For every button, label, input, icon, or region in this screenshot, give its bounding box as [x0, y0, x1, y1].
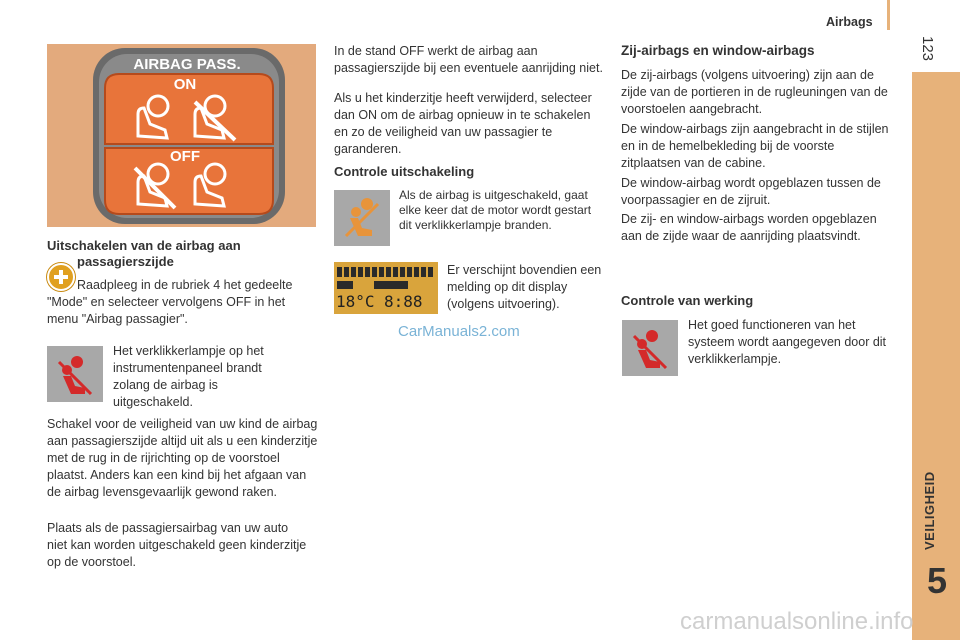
warning-text-1: Het verklikkerlampje op het instrumentenpaneel brandt zolang de airbag is uitgeschakeld. — [113, 344, 264, 409]
display-temperature: 18°C — [336, 292, 375, 311]
display-time: 8:88 — [384, 292, 423, 311]
side-window-inflate-paragraph: De zij- en window-airbags worden opgeblazen aan de zijde waar de aanrijding plaatsvindt. — [621, 212, 877, 243]
airbag-orange-warning-icon — [334, 190, 390, 246]
section-heading-side-airbags: Zij-airbags en window-airbags — [621, 43, 815, 58]
header-rule — [887, 0, 890, 30]
side-airbags-paragraph: De zij-airbags (volgens uitvoering) zijn aan de zijde van de portieren in de rugleuningen van de voorstoelen aangebracht. — [621, 68, 888, 116]
function-check-text: Het goed functioneren van het systeem wordt aangegeven door dit verklikkerlampje. — [688, 318, 887, 366]
window-airbag-inflate-paragraph: De window-airbag wordt opgeblazen tussen de voorpassagier en de zijruit. — [621, 176, 881, 207]
airbag-pass-label: AIRBAG PASS. — [133, 56, 241, 73]
off-mode-paragraph: In de stand OFF werkt de airbag aan passagierszijde bij een eventuele aanrijding niet. — [334, 44, 603, 75]
tip-text: Raadpleeg in de rubriek 4 het gedeelte "Mode" en selecteer vervolgens OFF in het menu "Airbag passagier". — [47, 278, 293, 326]
airbag-warning-icon — [47, 346, 103, 402]
dashboard-display — [334, 262, 438, 314]
chapter-number: 5 — [926, 560, 948, 601]
safety-paragraph: Schakel voor de veiligheid van uw kind de airbag aan passagierszijde altijd uit als u een kinderzitje met de rug in de rijrichting op de voorstoel plaatst. Anders kan een kind bij het afgaan van de airbag levensgevaarlijk gewond raken. — [47, 417, 318, 499]
page-number: 123 — [919, 36, 936, 62]
footer-watermark: carmanualsonline.info — [680, 608, 914, 635]
carmanuals-watermark: CarManuals2.com — [398, 323, 520, 340]
window-airbags-paragraph: De window-airbags zijn aangebracht in de stijlen en in de hemelbekleding bij de voorste zitplaatsen van de cabine. — [621, 122, 889, 170]
chapter-sidebar — [912, 72, 960, 640]
heading-line1: Uitschakelen van de airbag aan — [47, 238, 241, 253]
display-message-text: Er verschijnt bovendien een melding op dit display (volgens uitvoering). — [447, 263, 602, 311]
off-label: OFF — [170, 148, 200, 165]
section-heading-check-deactivation: Controle uitschakeling — [334, 164, 475, 179]
reactivate-paragraph: Als u het kinderzitje heeft verwijderd, selecteer dan ON om de airbag opnieuw in te schakelen en zo de veiligheid van uw passagier te garanderen. — [334, 91, 592, 156]
no-deactivation-paragraph: Plaats als de passagiersairbag van uw auto niet kan worden uitgeschakeld geen kinderzitje op de voorstoel. — [47, 521, 307, 569]
airbag-function-warning-icon — [622, 320, 678, 376]
section-heading-deactivate — [47, 238, 317, 270]
check-deactivation-text: Als de airbag is uitgeschakeld, gaat elke keer dat de motor wordt gestart dit verklikkerlampje branden. — [399, 188, 592, 232]
section-heading-operation-check: Controle van werking — [621, 293, 754, 308]
chapter-label: VEILIGHEID — [922, 471, 937, 550]
section-title: Airbags — [826, 15, 873, 29]
heading-line2: passagierszijde — [77, 254, 174, 269]
airbag-switch-image — [47, 44, 316, 227]
on-label: ON — [173, 76, 197, 93]
